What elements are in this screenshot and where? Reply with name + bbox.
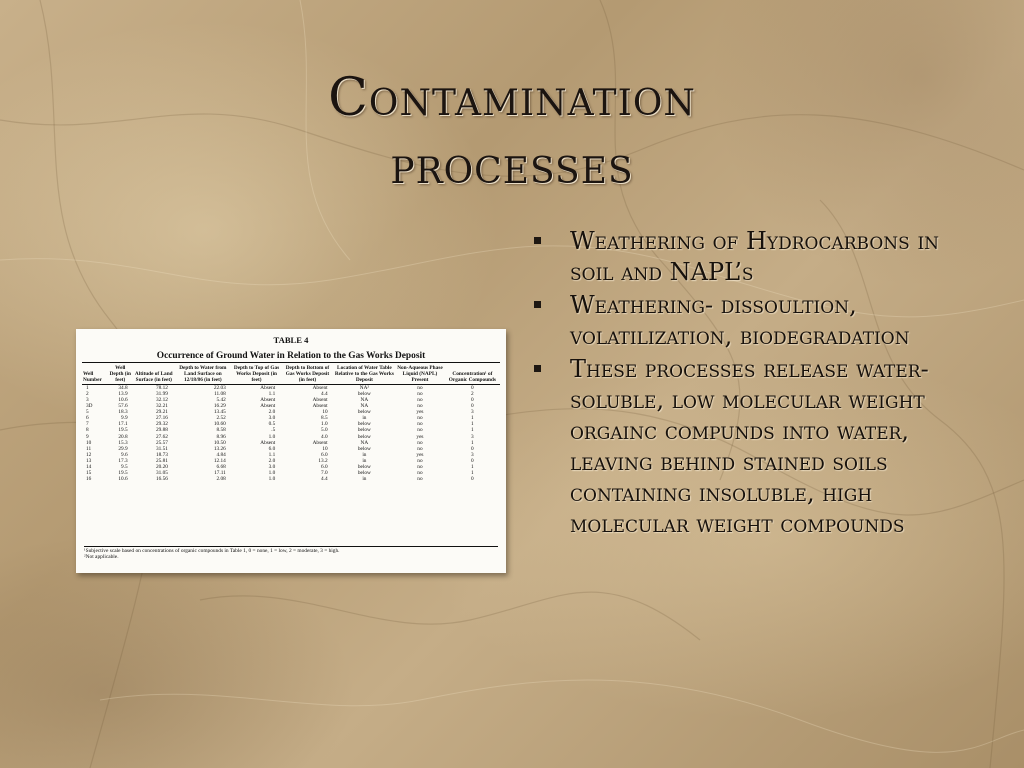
table-cell: 29.9	[118, 445, 128, 452]
table-cell: 18.73	[155, 451, 168, 458]
table-cell: 10.6	[118, 397, 128, 404]
table-cell: 13.9	[118, 391, 128, 398]
table-cell: no	[417, 391, 423, 398]
square-bullet-icon	[534, 365, 541, 372]
table-cell: 10.50	[213, 439, 226, 446]
slide-title-line-2: processes	[390, 136, 634, 196]
table-cell: 14	[86, 463, 92, 470]
table-cell: 1	[471, 469, 474, 476]
square-bullet-icon	[534, 301, 541, 308]
footnote: ¹Subjective scale based on concentrations of organic compounds in Table 1, 0 = none, 1 = low, 2 = moderate, 3 = high.	[84, 548, 340, 554]
table-cell: Absent	[312, 403, 328, 410]
table-cell: 2.08	[216, 475, 226, 482]
bullet-text: Weathering- dissoultion, volatilization, biodegradation	[570, 291, 910, 350]
table-cell: 15.3	[118, 439, 128, 446]
table-cell: 8.58	[216, 427, 226, 434]
table-cell: no	[417, 403, 423, 410]
table-cell: NA	[360, 403, 369, 410]
table-cell: 2	[86, 391, 89, 398]
table-cell: 29.88	[155, 427, 168, 434]
table-cell: below	[357, 409, 371, 416]
table-label: TABLE 4	[273, 335, 309, 345]
table-cell: NA²	[359, 385, 369, 392]
table-header-row	[82, 365, 500, 385]
table-cell: no	[417, 469, 423, 476]
table-cell: 0	[471, 475, 474, 482]
table-cell: 29.32	[155, 421, 168, 428]
table-cell: 22.03	[213, 385, 226, 392]
table-cell: 19.5	[118, 469, 128, 476]
table-footnotes	[84, 546, 498, 561]
table-cell: 16.29	[213, 403, 226, 410]
table-cell: Absent	[260, 403, 276, 410]
table-cell: 12.14	[213, 457, 226, 464]
table-title: Occurrence of Ground Water in Relation to the Gas Works Deposit	[156, 351, 426, 361]
table-cell: 13.2	[318, 457, 328, 464]
table-cell: 1	[86, 385, 89, 392]
table-cell: 10.6	[118, 475, 128, 482]
table-cell: 4.4	[320, 391, 328, 398]
table-cell: 15	[86, 469, 92, 476]
table-cell: below	[357, 391, 371, 398]
table-cell: 10	[322, 409, 328, 416]
table-cell: 7	[86, 421, 89, 428]
table-cell: 20.20	[155, 463, 168, 470]
table-cell: 5.42	[216, 397, 226, 404]
table-cell: 1	[471, 415, 474, 422]
table-cell: 0	[471, 445, 474, 452]
table-cell: 4.84	[216, 451, 226, 458]
table-cell: 4.4	[320, 475, 328, 482]
table-cell: 13.26	[213, 445, 226, 452]
table-cell: NA	[360, 397, 369, 404]
table-cell: 1.0	[268, 475, 276, 482]
table-cell: below	[357, 433, 371, 440]
table-cell: below	[357, 463, 371, 470]
table-cell: 1.0	[268, 469, 276, 476]
table-cell: 9.6	[121, 451, 128, 458]
table-cell: 0	[471, 403, 474, 410]
table-cell: 3	[471, 433, 474, 440]
header-cell: Depth to Bottom of Gas Works Deposit (in feet)	[281, 365, 333, 385]
table-top-rule	[82, 362, 500, 363]
table-cell: 3.0	[268, 463, 276, 470]
table-cell: 13.45	[213, 409, 226, 416]
header-cell: Well Number	[82, 365, 107, 385]
table-cell: 6.0	[268, 445, 276, 452]
table-cell: 8.96	[216, 433, 226, 440]
bullet-item	[532, 290, 952, 352]
table-cell: in	[362, 457, 367, 464]
header-cell: Location of Water Table Relative to the Gas Works Deposit	[334, 365, 394, 384]
table-cell: Absent	[312, 397, 328, 404]
table-cell: below	[357, 421, 371, 428]
bullet-text: These processes release water-soluble, low molecular weight orgainc compunds into water, leaving behind stained soils containing insoluble, high molecular weight compounds	[570, 355, 929, 538]
table-cell: no	[417, 421, 423, 428]
table-cell: 10.60	[213, 421, 226, 428]
table-cell: no	[417, 445, 423, 452]
table-cell: 27.16	[155, 415, 168, 422]
table-cell: NA	[360, 439, 369, 446]
table-cell: 34.8	[118, 385, 128, 392]
table-cell: yes	[416, 451, 424, 458]
table-cell: no	[417, 427, 423, 434]
table-cell: 2	[471, 391, 474, 398]
table-cell: 0	[471, 385, 474, 392]
table-cell: 13	[86, 457, 92, 464]
table-cell: 32.21	[155, 403, 168, 410]
table-cell: 5.0	[320, 427, 328, 434]
bullet-list	[532, 226, 952, 542]
table-cell: 18.3	[118, 409, 128, 416]
table-cell: 3.0	[268, 415, 276, 422]
table-cell: 17.11	[214, 469, 226, 476]
table-cell: 57.6	[118, 403, 128, 410]
table-cell: 32.12	[155, 397, 168, 404]
table-cell: Absent	[312, 385, 328, 392]
table-cell: 5	[86, 409, 89, 416]
table-cell: 1.0	[268, 433, 276, 440]
table-cell: 0.5	[268, 421, 276, 428]
table-cell: 25.81	[155, 457, 168, 464]
table-cell: yes	[416, 433, 424, 440]
table-cell: 31.99	[155, 391, 168, 398]
table-cell: 3D	[86, 403, 93, 410]
table-cell: no	[417, 397, 423, 404]
square-bullet-icon	[534, 237, 541, 244]
table-body	[82, 385, 500, 482]
table-cell: 78.12	[155, 385, 168, 392]
groundwater-table	[82, 365, 500, 482]
table-cell: 1	[471, 463, 474, 470]
table-cell: 2.0	[268, 409, 276, 416]
table-cell: below	[357, 445, 371, 452]
table-cell: below	[357, 427, 371, 434]
table-cell: 16	[86, 475, 92, 482]
table-cell: 31.05	[155, 469, 168, 476]
table-cell: 17.3	[118, 457, 128, 464]
table-cell: 3	[471, 409, 474, 416]
table-cell: 31.51	[155, 445, 168, 452]
table-cell: Absent	[260, 397, 276, 404]
table-cell: 17.1	[118, 421, 128, 428]
table-cell: no	[417, 415, 423, 422]
table-cell: no	[417, 439, 423, 446]
table-cell: 0	[471, 397, 474, 404]
table-cell: in	[362, 475, 367, 482]
table-cell: 25.57	[155, 439, 168, 446]
header-cell: Well Depth (in feet)	[107, 365, 134, 385]
bullet-text: Weathering of Hydrocarbons in soil and NAPL’s	[570, 227, 940, 286]
table-cell: 1.1	[268, 391, 276, 398]
table-figure	[76, 329, 506, 573]
table-cell: 2.52	[216, 415, 226, 422]
table-cell: in	[362, 415, 367, 422]
table-row	[82, 476, 500, 482]
table-cell: 1	[471, 427, 474, 434]
table-cell: 3	[471, 451, 474, 458]
table-cell: 9.5	[121, 463, 128, 470]
table-cell: yes	[416, 409, 424, 416]
slide-title	[160, 64, 864, 200]
table-cell: 11.08	[214, 391, 226, 398]
table-cell: 9	[86, 433, 89, 440]
table-cell: 10	[86, 439, 92, 446]
table-cell: 2.0	[268, 457, 276, 464]
table-cell: 29.21	[155, 409, 168, 416]
table-cell: in	[362, 451, 367, 458]
table-cell: 7.0	[320, 469, 328, 476]
table-cell: 11	[86, 445, 92, 452]
table-cell: 12	[86, 451, 92, 458]
table-cell: 6.68	[216, 463, 226, 470]
table-cell: 1	[471, 421, 474, 428]
table-cell: Absent	[260, 439, 276, 446]
table-cell: 1	[471, 439, 474, 446]
table-cell: 20.8	[118, 433, 128, 440]
table-cell: 6	[86, 415, 89, 422]
table-cell: 6.0	[320, 463, 328, 470]
header-cell: Altitude of Land Surface (in feet)	[134, 365, 174, 385]
slide-title-line-1: Contamination	[328, 68, 696, 128]
header-cell: Non-Aqueous Phase Liquid (NAPL) Present	[395, 365, 445, 385]
table-cell: 9.9	[121, 415, 128, 422]
table-cell: 6.0	[320, 451, 328, 458]
table-cell: 27.62	[155, 433, 168, 440]
table-cell: 1.1	[268, 451, 276, 458]
table-cell: no	[417, 463, 423, 470]
header-cell: Depth to Water from Land Surface on 12/18/86 (in feet)	[174, 365, 232, 385]
table-cell: 0	[471, 457, 474, 464]
table-cell: 4.0	[320, 433, 328, 440]
table-cell: 19.5	[118, 427, 128, 434]
table-cell: no	[417, 475, 423, 482]
bullet-item	[532, 226, 952, 288]
table-cell: Absent	[260, 385, 276, 392]
table-cell: Absent	[312, 439, 328, 446]
table-cell: no	[417, 385, 423, 392]
table-cell: 16.56	[155, 475, 168, 482]
table-cell: 8	[86, 427, 89, 434]
table-cell: 1.0	[320, 421, 328, 428]
table-cell: no	[417, 457, 423, 464]
header-cell: Depth to Top of Gas Works Deposit (in feet)	[232, 365, 281, 385]
footnote-rule	[84, 546, 498, 547]
footnote: ²Not applicable.	[84, 554, 119, 561]
header-cell: Concentration¹ of Organic Compounds	[445, 365, 500, 385]
table-cell: 3	[86, 397, 89, 404]
table-cell: .5	[271, 427, 276, 434]
table-cell: 8.5	[320, 415, 328, 422]
bullet-item	[532, 354, 952, 540]
table-cell: 10	[322, 445, 328, 452]
table-cell: below	[357, 469, 371, 476]
